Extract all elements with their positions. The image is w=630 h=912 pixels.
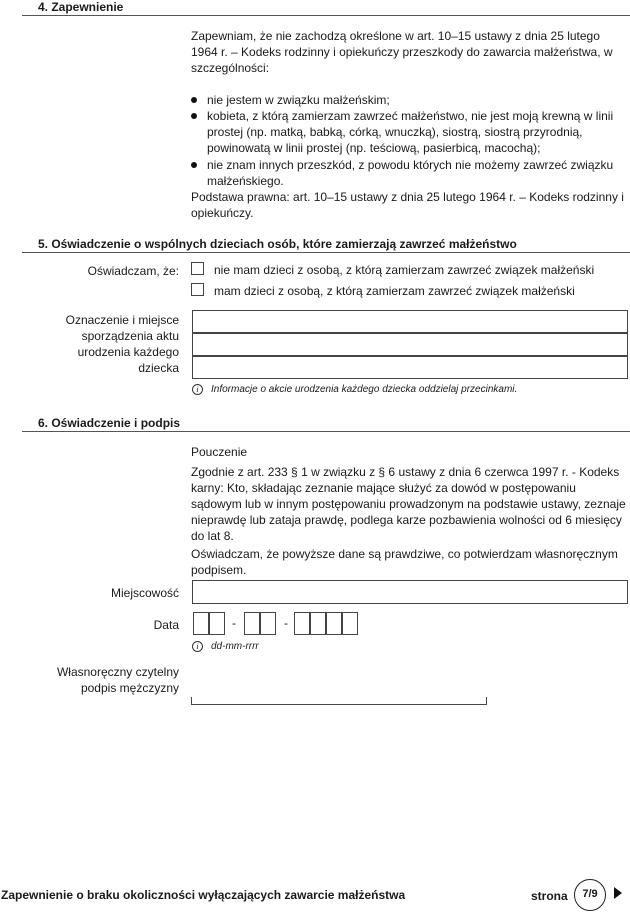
section-5-divider bbox=[22, 252, 630, 253]
date-separator: - bbox=[232, 616, 236, 630]
date-year-digit-2[interactable] bbox=[310, 612, 326, 635]
section-6-title: 6. Oświadczenie i podpis bbox=[38, 416, 181, 430]
obstacle-bullet-3 bbox=[191, 157, 629, 189]
has-children-checkbox[interactable] bbox=[191, 283, 204, 296]
no-children-option-label: nie mam dzieci z osobą, z którą zamierzam zawrzeć związek małżeński bbox=[214, 263, 595, 277]
declaration-text: Oświadczam, że powyższe dane są prawdziwe, co potwierdzam własnoręcznym podpisem. bbox=[191, 547, 618, 577]
date-day-digit-1[interactable] bbox=[193, 612, 209, 635]
date-year-digit-1[interactable] bbox=[294, 612, 310, 635]
date-year-digit-3[interactable] bbox=[326, 612, 342, 635]
page-number-badge: 7/9 bbox=[574, 879, 606, 911]
section-6-divider bbox=[22, 431, 630, 432]
bullet-icon bbox=[191, 113, 197, 119]
bullet-icon bbox=[191, 97, 197, 103]
date-label: Data bbox=[153, 618, 179, 632]
bullet-text: nie znam innych przeszkód, z powodu których nie możemy zawrzeć związku małżeńskiego. bbox=[207, 158, 614, 188]
bullet-icon bbox=[191, 162, 197, 168]
no-children-checkbox[interactable] bbox=[191, 262, 204, 275]
has-children-option-label: mam dzieci z osobą, z którą zamierzam zawrzeć związek małżeński bbox=[214, 284, 575, 298]
date-month-digit-1[interactable] bbox=[244, 612, 260, 635]
legal-basis-text: Podstawa prawna: art. 10–15 ustawy z dnia 25 lutego 1964 r. – Kodeks rodzinny i opiekuńczy. bbox=[191, 190, 624, 220]
birth-record-field-2[interactable] bbox=[192, 333, 628, 356]
place-label: Miejscowość bbox=[110, 586, 179, 600]
date-month-digit-2[interactable] bbox=[260, 612, 276, 635]
assurance-intro-text: Zapewniam, że nie zachodzą określone w art. 10–15 ustawy z dnia 25 lutego 1964 r. – Kodeks rodzinny i opiekuńczy przeszkody do zawarcia małżeństwa, w szczególności: bbox=[191, 29, 613, 75]
footer-form-title: Zapewnienie o braku okoliczności wyłączających zawarcie małżeństwa bbox=[1, 888, 406, 902]
section-4-title: 4. Zapewnienie bbox=[38, 0, 124, 14]
section-5-title: 5. Oświadczenie o wspólnych dzieciach osób, które zamierzają zawrzeć małżeństwo bbox=[38, 237, 517, 251]
next-page-arrow-icon[interactable] bbox=[614, 887, 622, 899]
birth-record-label: Oznaczenie i miejsce sporządzenia aktu urodzenia każdego dziecka bbox=[65, 313, 179, 375]
instruction-text: Zgodnie z art. 233 § 1 w związku z § 6 ustawy z dnia 6 czerwca 1997 r. - Kodeks karny: Kto, składając zeznanie mające służyć za dowód w postępowaniu sądowym lub w innym postępowaniu prowadzonym na podstawie ustawy, zeznaje nieprawdę lub zataja prawdę, podlega karze pozbawienia wolności od 6 miesięcy do lat 8. bbox=[191, 465, 626, 543]
date-format-hint: dd-mm-rrrr bbox=[211, 641, 259, 652]
obstacle-bullet-1 bbox=[191, 92, 629, 108]
signature-area[interactable] bbox=[191, 697, 487, 705]
signature-label: Własnoręczny czytelny podpis mężczyzny bbox=[56, 665, 179, 695]
bullet-text: kobieta, z którą zamierzam zawrzeć małżeństwo, nie jest moją krewną w linii prostej (np. matką, babką, córką, wnuczką), siostrą, siostrą przyrodnią, powinowatą w linii prostej (np. teściową, pasierbicą, macochą); bbox=[207, 109, 614, 155]
page-word: strona bbox=[531, 889, 568, 903]
date-year-digit-4[interactable] bbox=[342, 612, 358, 635]
declare-label: Oświadczam, że: bbox=[87, 264, 179, 278]
place-input[interactable] bbox=[192, 580, 628, 604]
info-icon: i bbox=[192, 641, 203, 652]
instruction-heading: Pouczenie bbox=[191, 445, 248, 459]
section-4-divider bbox=[22, 15, 630, 16]
info-icon: i bbox=[192, 384, 203, 395]
date-separator: - bbox=[284, 616, 288, 630]
birth-record-note: Informacje o akcie urodzenia każdego dziecka oddzielaj przecinkami. bbox=[211, 384, 518, 395]
birth-record-field-1[interactable] bbox=[192, 310, 628, 333]
obstacle-bullet-2 bbox=[191, 108, 629, 156]
date-day-digit-2[interactable] bbox=[209, 612, 225, 635]
birth-record-field-3[interactable] bbox=[192, 356, 628, 379]
bullet-text: nie jestem w związku małżeńskim; bbox=[207, 93, 390, 107]
